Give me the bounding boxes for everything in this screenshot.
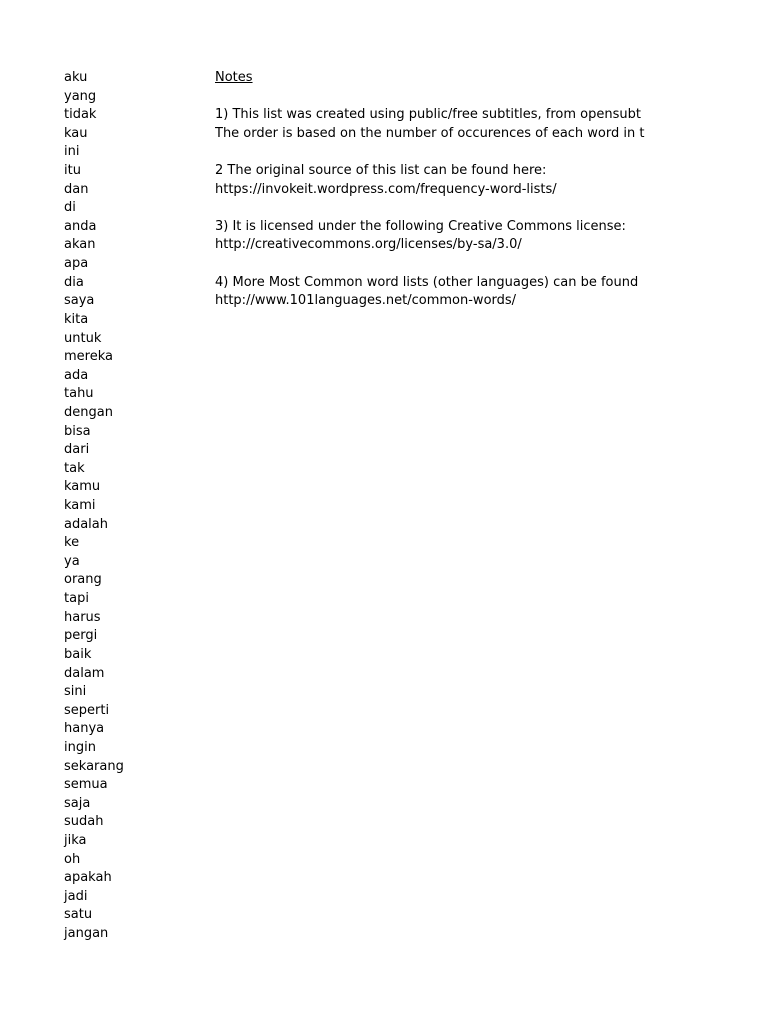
list-item: pergi	[64, 628, 98, 644]
list-item: ya	[64, 553, 80, 569]
note-4-line-1: 4) More Most Common word lists (other languages) can be found	[215, 274, 639, 290]
note-3-url: http://creativecommons.org/licenses/by-sa/3.0/	[215, 237, 522, 253]
list-item: jika	[64, 832, 87, 848]
list-item: dari	[64, 442, 90, 458]
list-item: satu	[64, 907, 93, 923]
spacer	[215, 255, 667, 274]
list-item: kau	[64, 125, 88, 141]
list-item: tahu	[64, 386, 94, 402]
list-item: di	[64, 200, 76, 216]
list-item: dan	[64, 181, 89, 197]
list-item: ini	[64, 144, 80, 160]
notes-title: Notes	[215, 70, 253, 85]
note-3-line-1: 3) It is licensed under the following Creative Commons license:	[215, 218, 626, 234]
list-item: tapi	[64, 591, 89, 607]
list-item: kamu	[64, 479, 101, 495]
list-item: dalam	[64, 665, 105, 681]
list-item: hanya	[64, 721, 105, 737]
note-4-url: http://www.101languages.net/common-words/	[215, 293, 517, 309]
list-item: ke	[64, 535, 80, 551]
list-item: orang	[64, 572, 102, 588]
list-item: yang	[64, 88, 97, 104]
list-item: sekarang	[64, 758, 124, 774]
spacer	[215, 88, 667, 107]
list-item: adalah	[64, 516, 109, 532]
list-item: mereka	[64, 349, 113, 365]
list-item: kami	[64, 498, 96, 514]
list-item: untuk	[64, 330, 102, 346]
list-item: apa	[64, 256, 89, 272]
list-item: bisa	[64, 423, 91, 439]
list-item: akan	[64, 237, 96, 253]
list-item: apakah	[64, 870, 112, 886]
list-item: tak	[64, 460, 85, 476]
list-item: saja	[64, 795, 91, 811]
spacer	[215, 199, 667, 218]
note-2-url: https://invokeit.wordpress.com/frequency-word-lists/	[215, 181, 557, 197]
note-2-line-1: 2 The original source of this list can be found here:	[215, 163, 547, 179]
list-item: sudah	[64, 814, 104, 830]
list-item: semua	[64, 777, 108, 793]
list-item: saya	[64, 293, 95, 309]
list-item: ingin	[64, 739, 96, 755]
list-item: itu	[64, 163, 81, 179]
list-item: sini	[64, 684, 87, 700]
list-item: jangan	[64, 926, 109, 942]
list-item: ada	[64, 367, 89, 383]
note-1-line-2: The order is based on the number of occurences of each word in t	[215, 125, 645, 141]
list-item: aku	[64, 70, 88, 85]
list-item: baik	[64, 646, 92, 662]
list-item: kita	[64, 311, 89, 327]
list-item: oh	[64, 851, 81, 867]
list-item: tidak	[64, 107, 97, 123]
list-item: dengan	[64, 404, 113, 420]
list-item: jadi	[64, 888, 88, 904]
notes-section	[215, 69, 667, 311]
list-item: harus	[64, 609, 101, 625]
list-item: anda	[64, 218, 97, 234]
list-item: dia	[64, 274, 84, 290]
note-1-line-1: 1) This list was created using public/free subtitles, from opensubt	[215, 107, 641, 123]
list-item: seperti	[64, 702, 110, 718]
spacer	[215, 143, 667, 162]
word-list	[64, 69, 124, 944]
